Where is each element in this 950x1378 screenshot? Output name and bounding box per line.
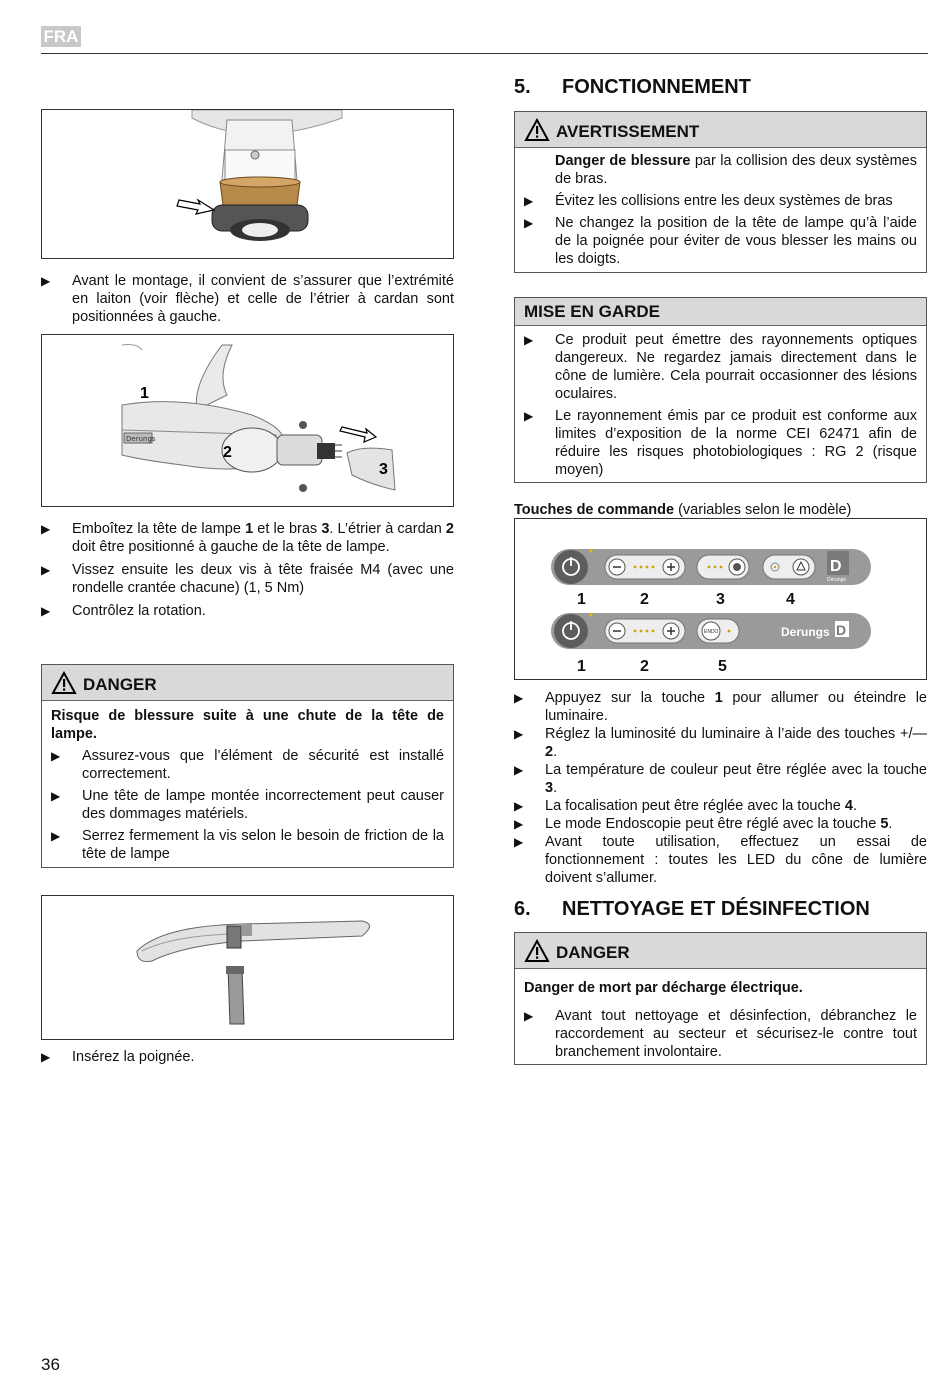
list-item: ▶ Le mode Endoscopie peut être réglé avec la touche 5. [514,816,893,832]
control-number: 3 [716,591,725,608]
svg-text:D: D [830,558,842,575]
list-item: ▶ Avant toute utilisation, effectuez un essai de fonctionnement : toutes les LED du cône de lumière doivent s’allumer. [514,834,927,886]
list-item: ▶ Une tête de lampe montée incorrectement peut causer des dommages matériels. [51,788,444,822]
danger-lead: Risque de blessure suite à une chute de la tête de lampe. [51,708,444,742]
header-rule [41,53,928,54]
list-item: ▶ Avant le montage, il convient de s’assurer que l’extrémité en laiton (voir flèche) et celle de l’étrier à cardan sont positionnées à gauche. [41,273,454,325]
figure-handle-insertion [41,895,454,1040]
danger-lead: Danger de mort par décharge électrique. [524,980,803,996]
danger-box-fall [41,664,454,868]
control-number: 1 [577,591,586,608]
caution-box-radiation [514,297,927,483]
svg-text:D: D [836,622,847,638]
warning-box-collision [514,111,927,273]
danger-box-electric [514,932,927,1065]
control-panel-figure [514,518,927,680]
list-item: ▶ Appuyez sur la touche 1 pour allumer ou éteindre le luminaire. [514,690,927,724]
list-item: ▶ Ne changez la position de la tête de lampe qu’à l’aide de la poignée pour éviter de vous blesser les mains ou les doigts. [524,215,917,267]
label-1: 1 [140,385,149,402]
list-item: ▶ Contrôlez la rotation. [41,603,206,619]
list-item: ▶ La focalisation peut être réglée avec la touche 4. [514,798,857,814]
warning-triangle-icon [51,671,77,695]
list-item: ▶ Évitez les collisions entre les deux systèmes de bras [524,193,893,209]
language-tag: FRA [41,26,81,47]
panel-1-brand-label: Derungs [827,577,846,583]
panel-2-brand-label: Derungs [781,625,830,639]
warning-lead: Danger de blessure par la collision des deux systèmes de bras. [555,153,917,187]
list-item: ▶ La température de couleur peut être réglée avec la touche 3. [514,762,927,796]
label-2: 2 [223,444,232,461]
control-number: 5 [718,658,727,675]
list-item: ▶ Vissez ensuite les deux vis à tête fraisée M4 (avec une rondelle crantée chacune) (1, 5 Nm) [41,562,454,596]
control-number: 1 [577,658,586,675]
arm-brand-label: Derungs [126,435,156,443]
controls-title: Touches de commande (variables selon le modèle) [514,502,852,518]
figure-lamp-arm-assembly [41,334,454,507]
control-number: 2 [640,658,649,675]
list-item: ▶ Assurez-vous que l’élément de sécurité est installé correctement. [51,748,444,782]
caution-header: MISE EN GARDE [515,298,926,326]
list-item: ▶ Insérez la poignée. [41,1049,195,1065]
danger-list [51,747,444,863]
page-number: 36 [41,1355,60,1374]
warning-triangle-icon [524,939,550,963]
handle-step-list [41,1048,454,1071]
warning-header: AVERTISSEMENT [515,112,926,148]
danger-list [524,1007,917,1061]
list-item: ▶ Avant tout nettoyage et désinfection, débranchez le raccordement au secteur et sécurisez-le contre tout branchement involontaire. [524,1008,917,1060]
list-item: ▶ Réglez la luminosité du luminaire à l’aide des touches +/— 2. [514,726,927,760]
danger-header: DANGER [42,665,453,701]
assembly-steps-list [41,520,454,625]
warning-triangle-icon [524,118,550,142]
controls-instructions-list [514,689,927,887]
mounting-note-list [41,272,454,331]
control-number: 4 [786,591,795,608]
endo-button-label: ENDO [704,629,719,635]
control-panel-1 [551,547,873,587]
section-6-heading: 6. NETTOYAGE ET DÉSINFECTION [514,898,870,920]
list-item: ▶ Le rayonnement émis par ce produit est conforme aux limites d’exposition de la norme CEI 62471 afin de réduire les risques photobiologiques : RG 2 (risque moyen) [524,408,917,478]
figure-lamp-connector [41,109,454,259]
list-item: ▶ Ce produit peut émettre des rayonnements optiques dangereux. Ne regardez jamais directement dans le cône de lumière. Cela pourrait occasionner des lésions oculaires. [524,332,917,402]
label-3: 3 [379,461,388,478]
danger-header: DANGER [515,933,926,969]
control-panel-2 [551,611,873,651]
warning-list [524,192,917,268]
list-item: ▶ Emboîtez la tête de lampe 1 et le bras 3. L’étrier à cardan 2 doit être positionné à gauche de la tête de lampe. [41,521,454,555]
caution-list [524,331,917,479]
control-number: 2 [640,591,649,608]
list-item: ▶ Serrez fermement la vis selon le besoin de friction de la tête de lampe [51,828,444,862]
section-5-heading: 5. FONCTIONNEMENT [514,76,751,98]
